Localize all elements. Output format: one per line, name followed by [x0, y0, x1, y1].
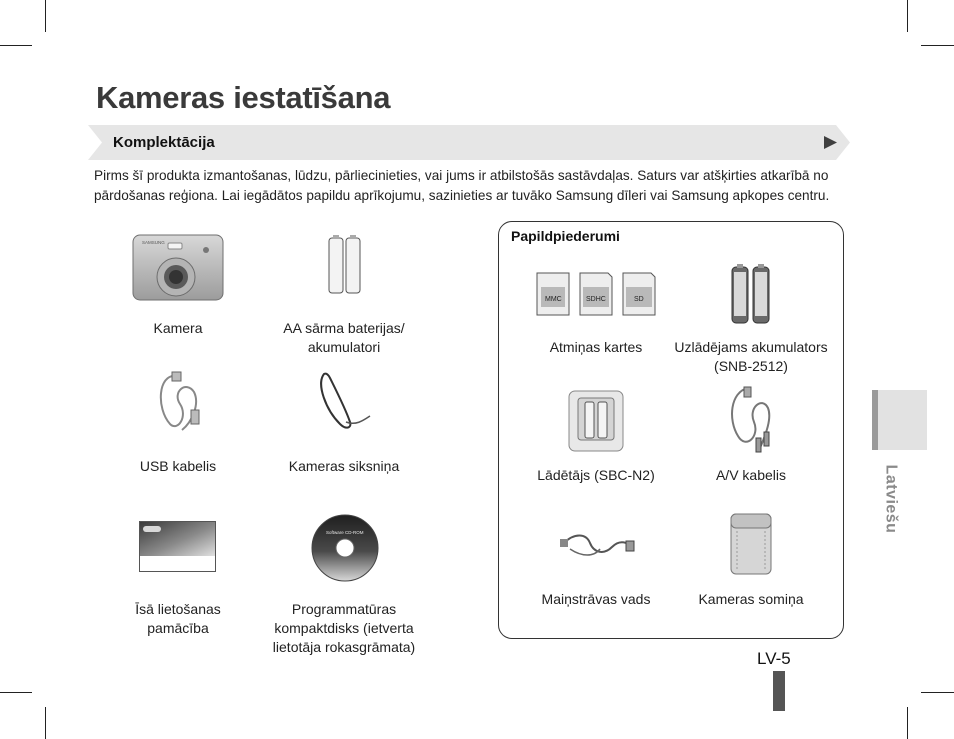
section-heading: Komplektācija	[113, 134, 215, 151]
caption-line: kompaktdisks (ietverta	[274, 620, 414, 636]
svg-text:MMC: MMC	[545, 296, 562, 303]
language-tab-bar	[872, 390, 878, 450]
acc-ac-cord-caption: Maiņstrāvas vads	[541, 591, 651, 607]
acc-charger-caption: Lādētājs (SBC-N2)	[537, 467, 655, 483]
camera-brand: SAMSUNG	[142, 240, 165, 245]
batteries-icon	[328, 235, 362, 295]
intro-paragraph	[94, 166, 854, 206]
ac-cord-icon	[560, 527, 636, 561]
crop-mark	[0, 45, 32, 46]
accessories-title: Papildpiederumi	[511, 228, 620, 244]
svg-text:SDHC: SDHC	[586, 296, 606, 303]
sdhc-card-icon	[580, 273, 612, 315]
acc-case-caption: Kameras somiņa	[698, 591, 804, 607]
av-cable-icon	[726, 386, 776, 454]
acc-rechargeable-caption	[666, 338, 836, 376]
memory-cards-icon	[536, 272, 658, 316]
crop-mark	[921, 45, 954, 46]
cd-icon	[311, 514, 379, 582]
caption-line: akumulatori	[307, 339, 381, 355]
crop-mark	[45, 707, 46, 739]
language-label: Latviešu	[882, 464, 900, 534]
crop-mark	[907, 0, 908, 32]
intro-line: pārdošanas reģiona. Lai iegādātos papildu aprīkojumu, sazinieties ar tuvāko Samsung dīleri vai Samsung apkopes centru.	[94, 188, 830, 203]
crop-mark	[921, 692, 954, 693]
camera-case-icon	[730, 513, 772, 575]
item-cd-caption	[259, 600, 429, 657]
strap-icon	[316, 370, 372, 434]
item-camera-caption: Kamera	[153, 320, 203, 336]
acc-cards-caption: Atmiņas kartes	[549, 339, 643, 355]
page-marker-bar	[773, 671, 785, 711]
crop-mark	[0, 692, 32, 693]
item-manual-caption	[93, 600, 263, 638]
usb-cable-icon	[156, 370, 206, 434]
sd-card-icon	[623, 273, 655, 315]
caption-line: Īsā lietošanas	[135, 601, 221, 617]
item-batteries-caption	[259, 319, 429, 357]
crop-mark	[45, 0, 46, 32]
rechargeable-battery-icon	[731, 264, 771, 324]
mmc-card-icon	[537, 273, 569, 315]
item-strap-caption: Kameras siksniņa	[288, 458, 400, 474]
item-usb-caption: USB kabelis	[139, 458, 217, 474]
caption-line: Programmatūras	[291, 601, 397, 617]
manual-icon	[139, 521, 217, 573]
caption-line: pamācība	[147, 620, 209, 636]
acc-av-caption: A/V kabelis	[715, 467, 787, 483]
page-title: Kameras iestatīšana	[96, 80, 391, 115]
page-number: LV-5	[757, 649, 791, 668]
caption-line: AA sārma baterijas/	[283, 320, 405, 336]
language-tab	[872, 390, 927, 450]
crop-mark	[907, 707, 908, 739]
cd-label: Software CD-ROM	[326, 530, 364, 535]
caption-line: lietotāja rokasgrāmata)	[272, 639, 416, 655]
camera-icon	[132, 234, 224, 302]
intro-line: Pirms šī produkta izmantošanas, lūdzu, pārliecinieties, vai jums ir atbilstošās sastāvdaļas. Saturs var atšķirties atkarībā no	[94, 168, 829, 183]
caption-line: Uzlādējams akumulators	[674, 339, 828, 355]
svg-text:SD: SD	[634, 296, 644, 303]
charger-icon	[568, 390, 624, 452]
caption-line: (SNB-2512)	[714, 358, 788, 374]
